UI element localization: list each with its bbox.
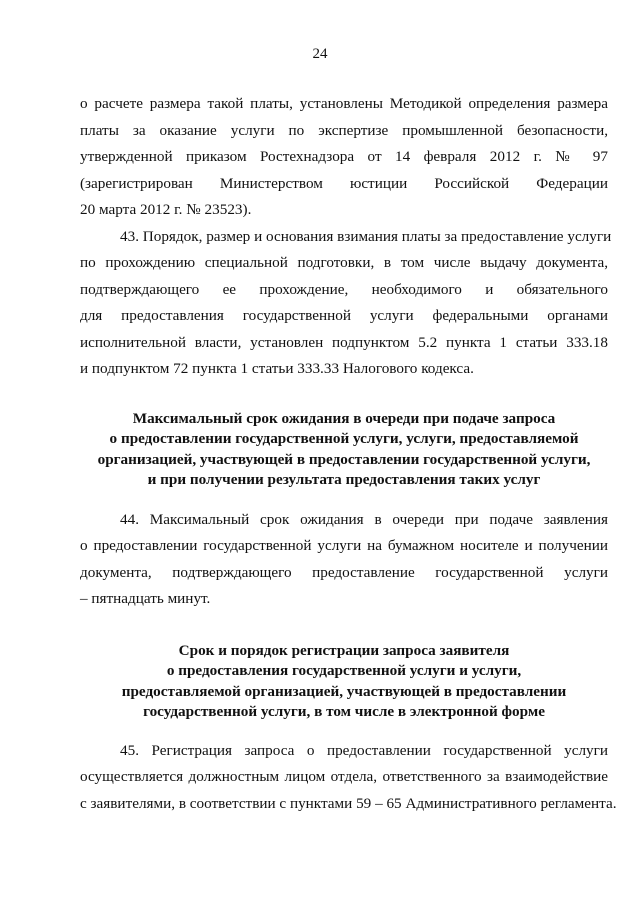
text-line: 44. Максимальный срок ожидания в очереди при подаче заявления	[120, 510, 608, 528]
text-line: платы за оказание услуги по экспертизе промышленной безопасности,	[80, 121, 608, 139]
page-number: 24	[312, 46, 328, 62]
heading-line: Срок и порядок регистрации запроса заявителя	[178, 641, 510, 659]
text-line: утвержденной приказом Ростехнадзора от 14 февраля 2012 г. № 97	[80, 148, 608, 165]
text-line: по прохождению специальной подготовки, в том числе выдачу документа,	[80, 254, 608, 271]
text-line: 45. Регистрация запроса о предоставлении государственной услуги	[120, 741, 608, 759]
text-line: (зарегистрирован Министерством юстиции Российской Федерации	[80, 174, 608, 192]
section-heading	[80, 641, 608, 723]
heading-line: организацией, участвующей в предоставлении государственной услуги,	[97, 450, 591, 468]
heading-line: государственной услуги, в том числе в электронной форме	[143, 703, 545, 720]
text-line: исполнительной власти, установлен подпунктом 5.2 пункта 1 статьи 333.18	[80, 333, 608, 351]
text-line: 20 марта 2012 г. № 23523).	[80, 201, 252, 218]
document-body	[80, 91, 617, 817]
text-line: – пятнадцать минут.	[80, 590, 211, 607]
paragraph-43	[80, 224, 612, 383]
text-line: о расчете размера такой платы, установлены Методикой определения размера	[80, 95, 608, 112]
paragraph-44	[80, 507, 608, 613]
text-line: документа, подтверждающего предоставление государственной услуги	[80, 563, 608, 581]
heading-line: и при получении результата предоставления таких услуг	[147, 471, 541, 488]
text-line: и подпунктом 72 пункта 1 статьи 333.33 Налогового кодекса.	[80, 360, 474, 377]
heading-line: о предоставления государственной услуги и услуги,	[166, 662, 522, 679]
text-line: осуществляется должностным лицом отдела, ответственного за взаимодействие	[80, 768, 608, 785]
section-heading	[80, 409, 608, 491]
paragraph-45	[80, 738, 617, 818]
text-line: о предоставлении государственной услуги на бумажном носителе и получении	[80, 537, 608, 554]
heading-line: предоставляемой организацией, участвующей в предоставлении	[121, 682, 567, 700]
heading-line: Максимальный срок ожидания в очереди при подаче запроса	[132, 409, 556, 427]
text-line: подтверждающего ее прохождение, необходимого и обязательного	[80, 280, 608, 298]
heading-line: о предоставлении государственной услуги, услуги, предоставляемой	[109, 430, 579, 447]
text-line: для предоставления государственной услуги федеральными органами	[80, 307, 608, 324]
paragraph-42-continuation	[80, 91, 608, 224]
text-line: 43. Порядок, размер и основания взимания платы за предоставление услуги	[120, 227, 612, 245]
text-line: с заявителями, в соответствии с пунктами 59 – 65 Административного регламента.	[80, 794, 617, 812]
